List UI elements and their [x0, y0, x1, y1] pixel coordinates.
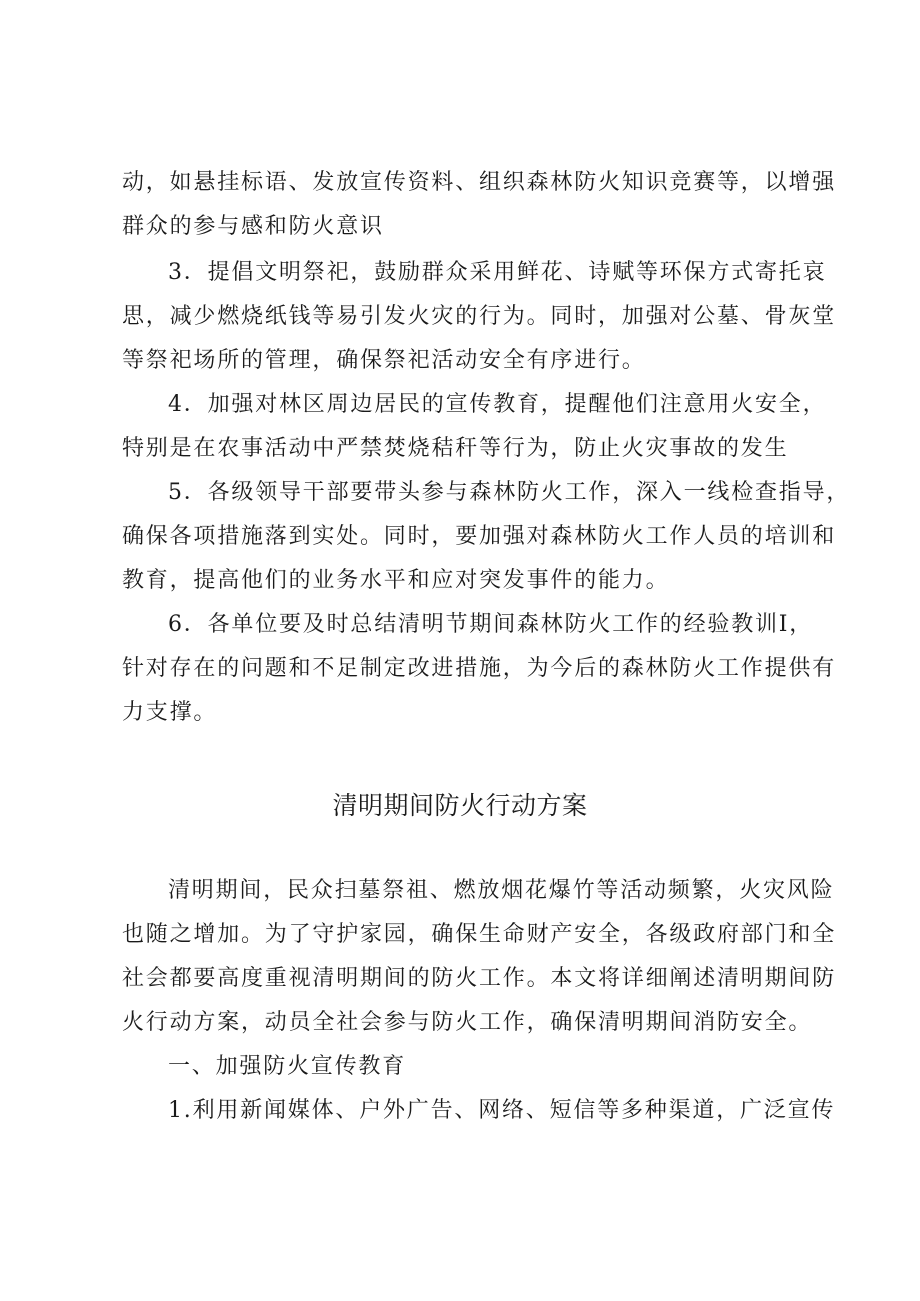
list-item-1-line: 1.利用新闻媒体、户外广告、网络、短信等多种渠道，广泛宣传 [168, 1098, 836, 1123]
list-item-4-line: 4．加强对林区周边居民的宣传教育，提醒他们注意用火安全， [168, 392, 827, 417]
paragraph-line: 等祭祀场所的管理，确保祭祀活动安全有序进行。 [122, 348, 646, 373]
list-item-6-line: 6．各单位要及时总结清明节期间森林防火工作的经验教训I， [168, 612, 814, 637]
section-title: 清明期间防火行动方案 [332, 791, 588, 820]
paragraph-line: 力支撑。 [122, 700, 218, 725]
list-item-3-line: 3．提倡文明祭祀，鼓励群众采用鲜花、诗赋等环保方式寄托哀 [168, 260, 827, 285]
paragraph-line: 特别是在农事活动中严禁焚烧秸秆等行为，防止火灾事故的发生 [122, 436, 789, 461]
list-item-5-line: 5．各级领导干部要带头参与森林防火工作，深入一线检查指导， [168, 480, 851, 505]
paragraph-line: 也随之增加。为了守护家园，确保生命财产安全，各级政府部门和全 [122, 922, 837, 947]
paragraph-line: 火行动方案，动员全社会参与防火工作，确保清明期间消防安全。 [122, 1010, 813, 1035]
paragraph-line: 社会都要高度重视清明期间的防火工作。本文将详细阐述清明期间防 [122, 966, 837, 991]
paragraph-line: 思，减少燃烧纸钱等易引发火灾的行为。同时，加强对公墓、骨灰堂 [122, 304, 837, 329]
paragraph-line: 教育，提高他们的业务水平和应对突发事件的能力。 [122, 568, 670, 593]
section-heading: 一、加强防火宣传教育 [168, 1054, 407, 1079]
intro-paragraph-line: 清明期间，民众扫墓祭祖、燃放烟花爆竹等活动频繁，火灾风险 [168, 878, 835, 903]
paragraph-line: 确保各项措施落到实处。同时，要加强对森林防火工作人员的培训和 [122, 524, 837, 549]
paragraph-line: 针对存在的问题和不足制定改进措施，为今后的森林防火工作提供有 [122, 656, 837, 681]
paragraph-line: 群众的参与感和防火意识 [122, 214, 384, 239]
paragraph-line: 动，如悬挂标语、发放宣传资料、组织森林防火知识竞赛等，以增强 [122, 170, 837, 195]
